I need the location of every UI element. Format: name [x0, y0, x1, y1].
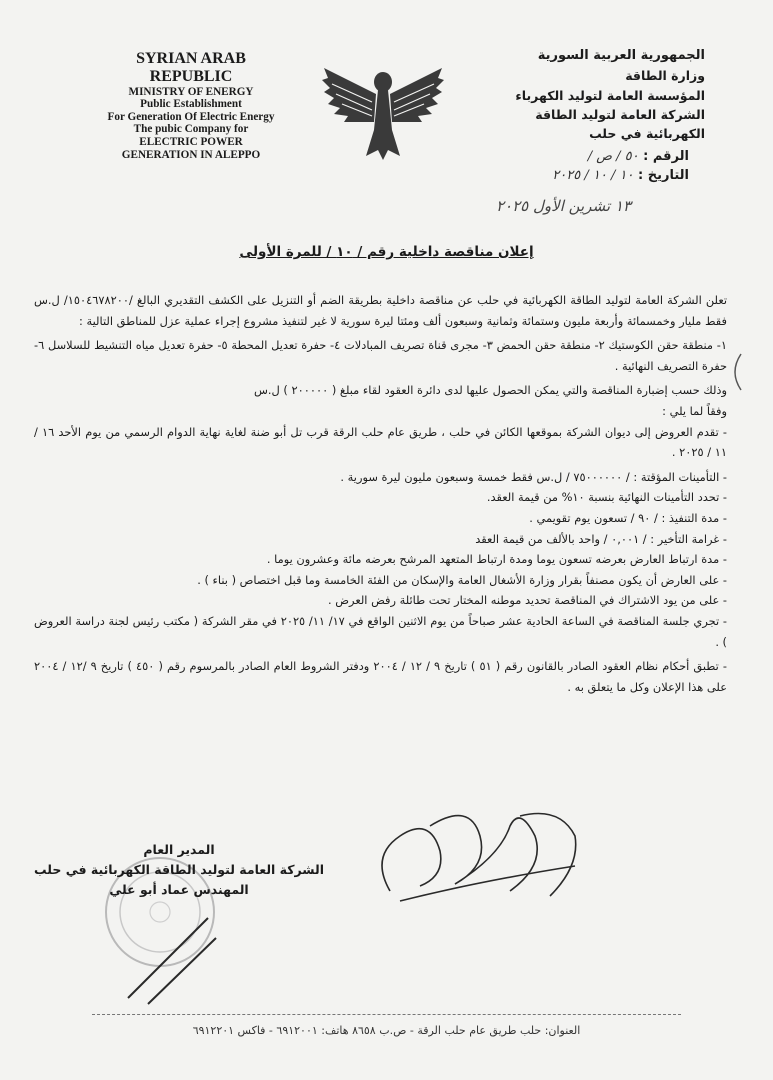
date-value: ١٠ / ١٠ / ٢٠٢٥ [552, 167, 634, 183]
letterhead-ar-line: الشركة العامة لتوليد الطاقة [535, 106, 705, 122]
body-paragraph: - على العارض أن يكون مصنفاً بقرار وزارة الأشغال العامة والإسكان من الفئة الخامسة وما قبل اختصاص ( بناء ) . [197, 572, 727, 587]
footer-divider [92, 1014, 681, 1015]
letterhead-en-line: GENERATION IN ALEPPO [121, 148, 261, 161]
announcement-body [34, 290, 727, 697]
slash-mark-icon [108, 908, 228, 1008]
handwritten-signature [360, 796, 590, 916]
letterhead-arabic [455, 46, 705, 144]
letterhead-ar-line: الجمهورية العربية السورية [537, 48, 705, 63]
body-paragraph: وذلك حسب إضبارة المناقصة والتي يمكن الحصول عليها لدى دائرة العقود لقاء مبلغ ( ٢٠٠٠٠٠ ) ل.س [254, 383, 727, 398]
letterhead-ar-line: وزارة الطاقة [625, 68, 705, 84]
body-paragraph: - تطبق أحكام نظام العقود الصادر بالقانون رقم ( ٥١ ) تاريخ ٩ / ١٢ / ٢٠٠٤ ودفتر الشروط العام الصادر بالمرسوم رقم ( ٤٥٠ ) تاريخ ٩ /١٢ / ٢٠٠٤ على هذا الإعلان وكل ما يتعلق به . [34, 659, 727, 694]
body-paragraph: - تقدم العروض إلى ديوان الشركة بموقعها الكائن في حلب ، طريق عام حلب الرقة قرب تل أبو ضنة لغاية نهاية الدوام الرسمي من يوم الأحد ١٦ / ١١ / ٢٠٢٥ . [34, 424, 727, 460]
body-paragraph: وفقاً لما يلي : [662, 403, 727, 418]
letterhead-ar-line: المؤسسة العامة لتوليد الكهرباء [515, 87, 705, 103]
body-paragraph: ١- منطقة حقن الكوستيك ٢- منطقة حقن الحمض ٣- مجرى قناة تصريف المبادلات ٤- حفرة تعديل المحطة ٥- حفرة تعديل مياه التنشيط للسلاسل ٦- حفرة التصريف النهائية . [34, 338, 727, 373]
signatory-name: المهندس عماد أبو علي [109, 882, 249, 897]
reference-date [429, 167, 689, 186]
body-paragraph: - مدة التنفيذ : / ٩٠ / تسعون يوم تقويمي . [529, 510, 727, 525]
letterhead-en-line: Public Establishment [140, 98, 242, 111]
signatory-title: المدير العام [143, 842, 215, 857]
footer-address: العنوان: حلب طريق عام حلب الرقة - ص.ب ٨٦٥٨ هاتف: ٦٩١٢٠٠١ - فاكس ٦٩١٢٢٠١ [192, 1024, 581, 1037]
signature-block [29, 840, 329, 900]
letterhead-english [86, 50, 296, 161]
body-paragraph: تعلن الشركة العامة لتوليد الطاقة الكهربائية في حلب عن مناقصة داخلية بطريقة الضم أو التنزيل على الكشف التقديري البالغ /١٥٠٤٦٧٨٢٠٠/ ل.س فقط مليار وخمسمائة وأربعة مليون وستمائة وثمانية وسبعون ألف ومئتا ليرة سورية لا غير لتنفيذ مشروع إجراء عملية عزل للمناطق التالية : [34, 293, 727, 328]
reference-number [429, 148, 689, 167]
letterhead-en-line: SYRIAN ARAB [136, 50, 246, 67]
reference-block [429, 148, 689, 186]
letterhead-en-line: MINISTRY OF ENERGY [128, 85, 254, 98]
date-label: التاريخ : [638, 167, 689, 183]
body-paragraph: - التأمينات المؤقتة : / ٧٥٠٠٠٠٠٠ / ل.س فقط خمسة وسبعون مليون ليرة سورية . [340, 469, 727, 484]
letterhead-en-line: The pubic Company for [133, 123, 249, 136]
announcement-title: إعلان مناقصة داخلية رقم / ١٠ / للمرة الأولى [239, 244, 534, 260]
letterhead-en-line: ELECTRIC POWER [139, 136, 243, 148]
letterhead-en-line: For Generation Of Electric Energy [107, 110, 275, 123]
letterhead-ar-line: الكهربائية في حلب [589, 126, 705, 142]
signatory-company: الشركة العامة لتوليد الطاقة الكهربائية في حلب [34, 862, 324, 877]
margin-mark-icon [725, 352, 745, 392]
reference-value: ٥٠ / ص / [587, 149, 639, 164]
reference-label: الرقم : [643, 149, 689, 164]
body-paragraph: - تحدد التأمينات النهائية بنسبة ١٠% من قيمة العقد. [486, 490, 727, 505]
body-paragraph: - تجري جلسة المناقصة في الساعة الحادية عشر صباحاً من يوم الاثنين الواقع في ١٧/ ١١/ ٢٠٢٥ في مقر الشركة ( مكتب رئيس لجنة دراسة العروض ) . [34, 613, 727, 649]
body-paragraph: - غرامة التأخير : / ٠,٠٠١ / واحد بالألف من قيمة العقد [475, 531, 727, 546]
body-paragraph: - مدة ارتباط العارض بعرضه تسعون يوما ومدة ارتباط المتعهد المرشح بعرضه مائة وعشرون يوما . [266, 552, 727, 567]
body-paragraph: - على من يود الاشتراك في المناقصة تحديد موطنه المختار تحت طائلة رفض العرض . [328, 593, 727, 608]
letterhead-en-line: REPUBLIC [149, 67, 233, 85]
handwritten-date: ١٣ تشرين الأول ٢٠٢٥ [496, 197, 631, 215]
